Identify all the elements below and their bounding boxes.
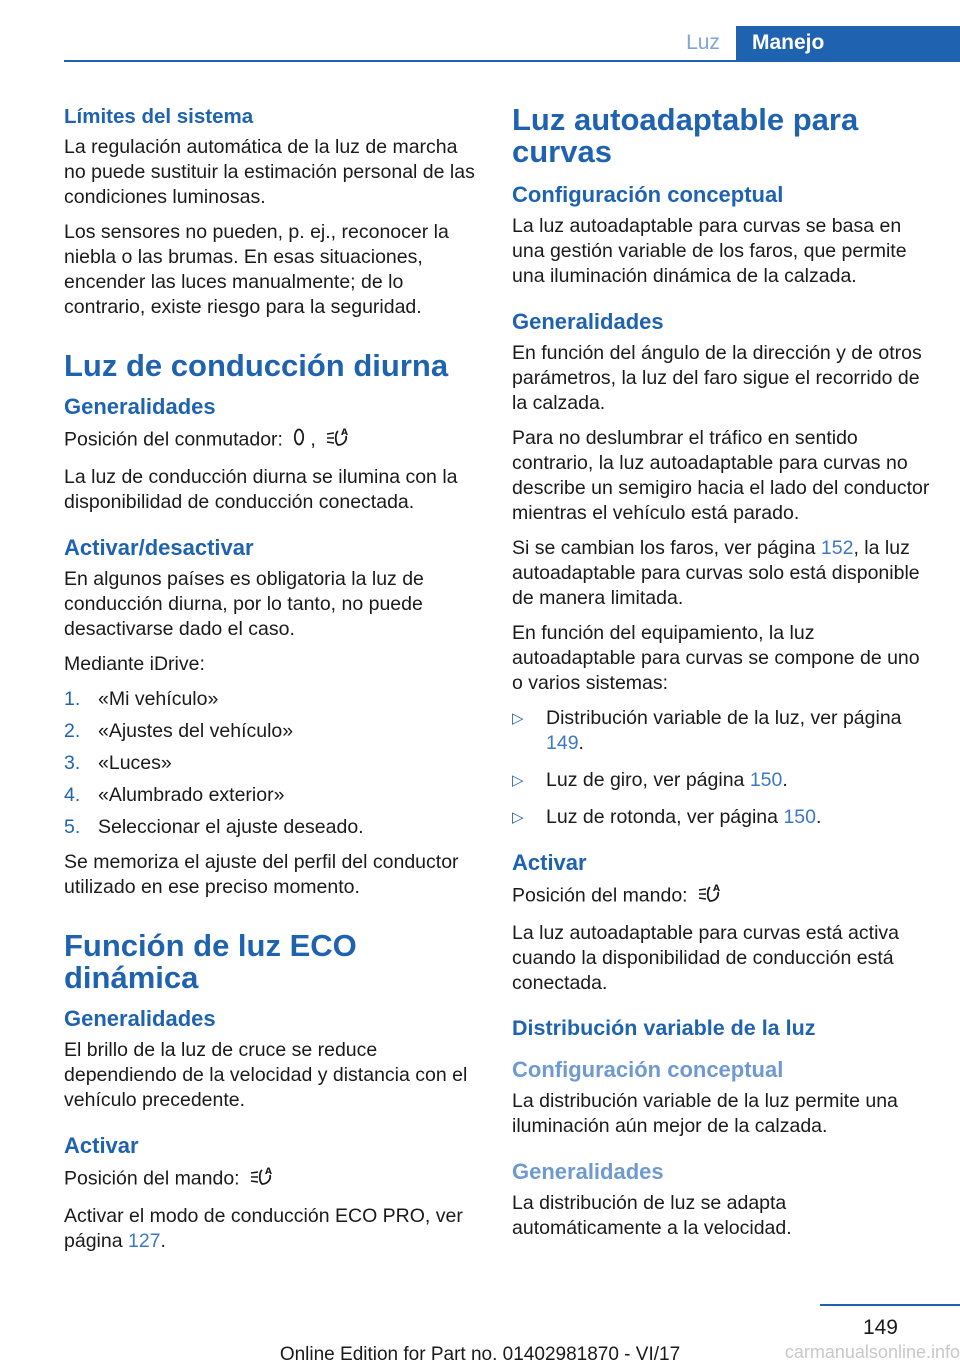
paragraph: Para no deslumbrar el tráfico en sentido contrario, la luz autoadaptable para curvas no describe un semigiro hacia el lado del conductor mientras el vehículo está parado. [512,427,930,524]
svg-text:A: A [713,884,720,894]
paragraph: En función del equipamiento, la luz autoadaptable para curvas se compone de uno o varios sistemas: [512,622,920,694]
paragraph: Se memoriza el ajuste del perfil del conductor utilizado en ese preciso momento. [64,851,459,898]
auto-headlight-icon [325,426,351,455]
auto-headlight-icon [249,1165,275,1194]
heading-activar: Activar [64,1133,139,1158]
paragraph: La regulación automática de la luz de marcha no puede sustituir la estimación personal de las condiciones luminosas. [64,136,475,208]
heading-generalidades: Generalidades [64,1006,216,1031]
left-column [64,104,480,1264]
paragraph: El brillo de la luz de cruce se reduce dependiendo de la velocidad y distancia con el vehículo precedente. [64,1039,468,1111]
list-item: 1. «Mi vehículo» [64,688,219,710]
switch-zero-icon [292,427,306,454]
list-item: ▷ Distribución variable de la luz, ver página 149. [512,707,902,754]
page-link[interactable]: 149 [546,732,579,754]
list-item: 2. «Ajustes del vehículo» [64,720,294,742]
list-item: ▷ Luz de rotonda, ver página 150. [512,806,822,828]
paragraph: La luz autoadaptable para curvas se basa en una gestión variable de los faros, que permite una iluminación dinámica de la calzada. [512,215,907,287]
triangle-bullet-icon: ▷ [512,772,524,789]
control-position-line [64,1165,480,1194]
heading-luz-diurna: Luz de conducción diurna [64,348,449,383]
heading-configuracion: Configuración conceptual [512,182,784,207]
right-column [512,104,930,1251]
paragraph: La distribución variable de la luz permite una iluminación aún mejor de la calzada. [512,1090,898,1137]
control-position-label: Posición del mando: [512,884,688,907]
heading-distribucion: Distribución variable de la luz [512,1016,816,1040]
paragraph: En algunos países es obligatoria la luz de conducción diurna, por lo tanto, no puede desactivarse dado el caso. [64,568,424,640]
auto-headlight-icon [697,882,723,911]
paragraph: Mediante iDrive: [64,653,205,675]
svg-text:A: A [265,1167,272,1177]
switch-position-label: Posición del conmutador: [64,428,283,451]
paragraph: La luz de conducción diurna se ilumina con la disponibilidad de conducción conectada. [64,466,458,513]
footer-rule [820,1304,960,1306]
paragraph: La distribución de luz se adapta automáticamente a la velocidad. [512,1192,792,1239]
control-position-label: Posición del mando: [64,1167,240,1190]
header-rule [64,60,960,62]
watermark: carmanualsonline.info [784,1342,960,1362]
paragraph: La luz autoadaptable para curvas está activa cuando la disponibilidad de conducción está conectada. [512,922,900,994]
paragraph-with-link: Activar el modo de conducción ECO PRO, ver página 127. [64,1205,463,1252]
heading-configuracion: Configuración conceptual [512,1057,784,1082]
page-link[interactable]: 150 [749,769,783,791]
steps-list [64,687,480,840]
page-link[interactable]: 150 [783,806,816,828]
page-number: 149 [862,1316,898,1339]
paragraph: En función del ángulo de la dirección y de otros parámetros, la luz del faro sigue el recorrido de la calzada. [512,342,922,414]
header-section: Luz [686,31,720,54]
control-position-line [512,882,930,911]
switch-position-line [64,426,480,455]
list-item: 3. «Luces» [64,752,172,774]
heading-limites: Límites del sistema [64,105,254,128]
separator: , [310,428,316,451]
systems-list [512,706,930,830]
heading-generalidades: Generalidades [512,309,664,334]
heading-eco: Función de luz ECO dinámica [64,928,357,995]
triangle-bullet-icon: ▷ [512,809,524,826]
svg-text:A: A [341,428,349,438]
paragraph: Los sensores no pueden, p. ej., reconocer la niebla o las brumas. En esas situaciones, encender las luces manualmente; de lo contrario, existe riesgo para la seguridad. [64,221,449,318]
page-link[interactable]: 127 [127,1230,161,1252]
heading-activar: Activar [512,850,587,875]
heading-generalidades: Generalidades [512,1159,664,1184]
list-item: 5. Seleccionar el ajuste deseado. [64,816,364,838]
heading-curvas: Luz autoadaptable para curvas [512,102,859,169]
list-item: ▷ Luz de giro, ver página 150. [512,769,788,791]
list-item: 4. «Alumbrado exterior» [64,784,285,806]
heading-generalidades: Generalidades [64,394,216,419]
paragraph-with-link: Si se cambian los faros, ver página 152, la luz autoadaptable para curvas solo está disponible de manera limitada. [512,537,920,609]
triangle-bullet-icon: ▷ [512,710,524,727]
page-link[interactable]: 152 [820,537,854,559]
heading-activar-desactivar: Activar/desactivar [64,535,254,560]
header-chapter-tab: Manejo [736,26,960,60]
edition-footer: Online Edition for Part no. 01402981870 - VI/17 [279,1344,681,1365]
